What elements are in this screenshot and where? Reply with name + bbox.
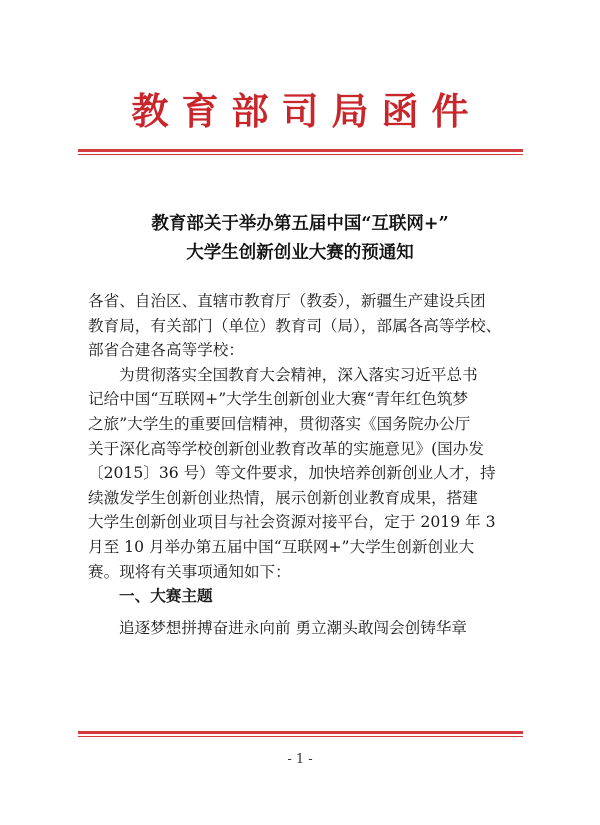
paragraph-line-2: 记给中国“互联网+”大学生创新创业大赛“青年红色筑梦 [88,390,469,409]
footer-divider [78,731,523,737]
document-title-line-1: 教育部关于举办第五届中国“互联网+” [151,214,449,234]
paragraph-line-8: 月至 10 月举办第五届中国“互联网+”大学生创新创业大 [88,537,475,556]
paragraph-line-5: 〔2015〕36 号）等文件要求，加快培养创新创业人才，持 [88,464,496,483]
document-title [60,210,540,268]
paragraph-line-7: 大学生创新创业项目与社会资源对接平台，定于 2019 年 3 [88,513,496,532]
addressee-line-3: 部省合建各高等学校： [88,341,244,360]
letterhead-title: 教育部司局函件 [131,89,482,133]
paragraph-line-3: 之旅”大学生的重要回信精神，贯彻落实《国务院办公厅 [88,414,471,433]
addressee-line-1: 各省、自治区、直辖市教育厅（教委），新疆生产建设兵团 [88,292,486,310]
paragraph-line-4: 关于深化高等学校创新创业教育改革的实施意见》(国办发 [88,439,484,458]
paragraph-line-6: 续激发学生创新创业热情，展示创新创业教育成果，搭建 [88,488,478,507]
paragraph-line-1: 为贯彻落实全国教育大会精神，深入落实习近平总书 [119,365,478,384]
page-number: - 1 - [287,752,313,767]
section-heading: 一、大赛主题 [119,586,213,606]
contest-theme: 追逐梦想拼搏奋进永向前 勇立潮头敢闯会创铸华章 [119,618,468,637]
document-title-line-2: 大学生创新创业大赛的预通知 [186,243,414,263]
document-body [88,289,518,643]
letterhead-divider [78,149,523,155]
paragraph-line-9: 赛。现将有关事项通知如下： [88,562,291,581]
addressee-line-2: 教育局，有关部门（单位）教育司（局），部属各高等学校、 [88,316,502,335]
